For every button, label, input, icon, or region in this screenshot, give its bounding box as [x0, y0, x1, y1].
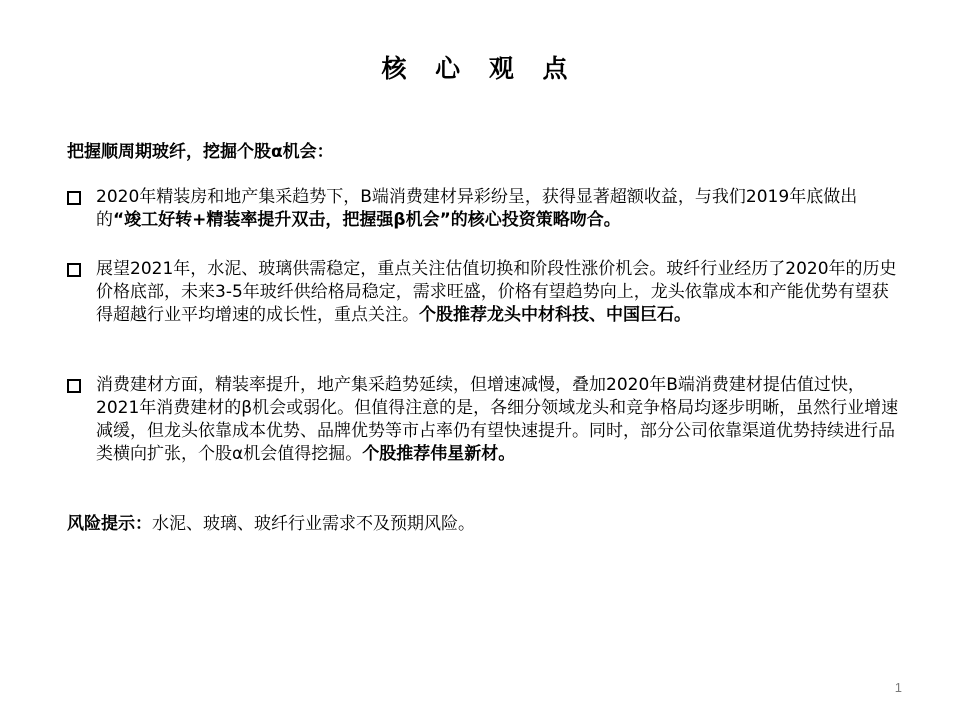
page-title: 核 心 观 点: [381, 54, 578, 83]
risk-label: 风险提示：: [67, 514, 152, 534]
bullet-item: [67, 186, 907, 232]
bullet-bold-text: “竣工好转+精装率提升双击，把握强β机会”的核心投资策略吻合。: [113, 210, 621, 230]
bullet-text: [96, 374, 901, 466]
bullet-normal-text: 消费建材方面，精装率提升，地产集采趋势延续，但增速减慢，叠加2020年B端消费建材提估值过快，2021年消费建材的β机会或弱化。但值得注意的是，各细分领域龙头和竞争格局均逐步明晰，虽然行业增速减缓，但龙头依靠成本优势、品牌优势等市占率仍有望快速提升。同时，部分公司依靠渠道优势持续进行品类横向扩张，个股α机会值得挖掘。: [96, 375, 899, 464]
bullet-bold-text: 个股推荐龙头中材科技、中国巨石。: [419, 305, 691, 325]
risk-note: [67, 512, 907, 536]
square-bullet-icon: [67, 191, 81, 205]
section-heading: 把握顺周期玻纤，挖掘个股α机会：: [67, 142, 334, 162]
bullet-text: [96, 258, 901, 327]
bullet-normal-text: 2020年精装房和地产集采趋势下，B端消费建材异彩纷呈，获得显著超额收益，与我们2019年底做出的: [96, 187, 858, 230]
bullet-text: [96, 186, 901, 232]
risk-text: 水泥、玻璃、玻纤行业需求不及预期风险。: [152, 514, 475, 534]
page-number: 1: [894, 680, 902, 695]
square-bullet-icon: [67, 263, 81, 277]
bullet-normal-text: 展望2021年，水泥、玻璃供需稳定，重点关注估值切换和阶段性涨价机会。玻纤行业经历了2020年的历史价格底部，未来3-5年玻纤供给格局稳定，需求旺盛，价格有望趋势向上，龙头依靠成本和产能优势有望获得超越行业平均增速的成长性，重点关注。: [96, 259, 897, 325]
bullet-bold-text: 个股推荐伟星新材。: [362, 444, 516, 464]
bullet-item: [67, 258, 907, 327]
bullet-item: [67, 374, 907, 466]
square-bullet-icon: [67, 379, 81, 393]
